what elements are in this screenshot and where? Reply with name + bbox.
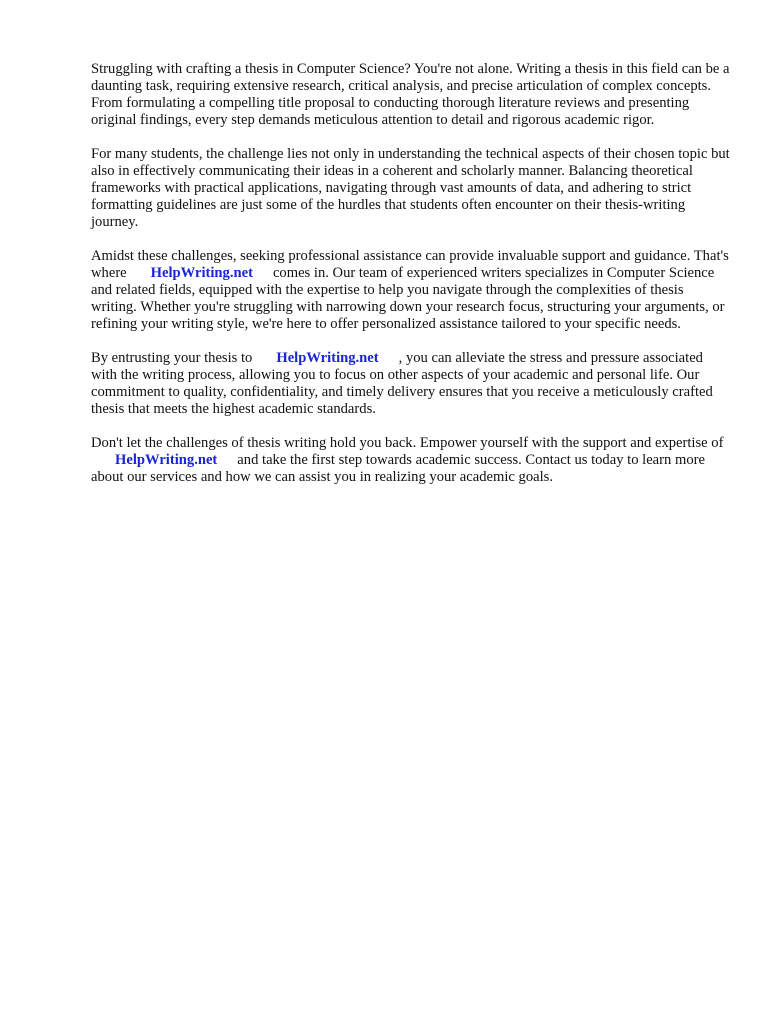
paragraph-challenges: For many students, the challenge lies not only in understanding the technical aspects of their chosen topic but also in effectively communicating their ideas in a coherent and scholarly manner. Balancing theoretical frameworks with practical applications, navigating through vast amounts of data, and adhering to strict formatting guidelines are just some of the hurdles that students often encounter on their thesis-writing journey. (91, 146, 730, 230)
paragraph-intro: Struggling with crafting a thesis in Computer Science? You're not alone. Writing a thesis in this field can be a daunting task, requiring extensive research, critical analysis, and precise articulation of complex concepts. From formulating a compelling title proposal to conducting thorough literature reviews and presenting original findings, every step demands meticulous attention to detail and rigorous academic rigor. (91, 61, 730, 128)
paragraph-assistance-text-after: comes in. Our team of experienced writers specializes in Computer Science and related fields, equipped with the expertise to help you navigate through the complexities of thesis writing. Whether you're struggling with narrowing down your research focus, structuring your arguments, or refining your writing style, we're here to offer personalized assistance tailored to your specific needs. (91, 265, 725, 332)
helpwriting-link[interactable]: HelpWriting.net (276, 350, 379, 366)
helpwriting-link[interactable]: HelpWriting.net (150, 265, 253, 281)
paragraph-closing-text-before: Don't let the challenges of thesis writing hold you back. Empower yourself with the support and expertise of (91, 435, 724, 451)
paragraph-assistance-text-before: Amidst these challenges, seeking professional assistance can provide invaluable support and guidance. That's where (91, 248, 729, 281)
paragraph-entrusting-text-after: , you can alleviate the stress and pressure associated with the writing process, allowing you to focus on other aspects of your academic and personal life. Our commitment to quality, confidentiality, and timely delivery ensures that you receive a meticulously crafted thesis that meets the highest academic standards. (91, 350, 713, 417)
document-body (91, 61, 731, 503)
helpwriting-link[interactable]: HelpWriting.net (115, 452, 218, 468)
paragraph-closing-text-after: and take the first step towards academic success. Contact us today to learn more about our services and how we can assist you in realizing your academic goals. (91, 452, 705, 485)
paragraph-entrusting (91, 350, 731, 418)
paragraph-assistance (91, 248, 731, 333)
paragraph-entrusting-text-before: By entrusting your thesis to (91, 350, 253, 366)
paragraph-closing (91, 435, 731, 486)
